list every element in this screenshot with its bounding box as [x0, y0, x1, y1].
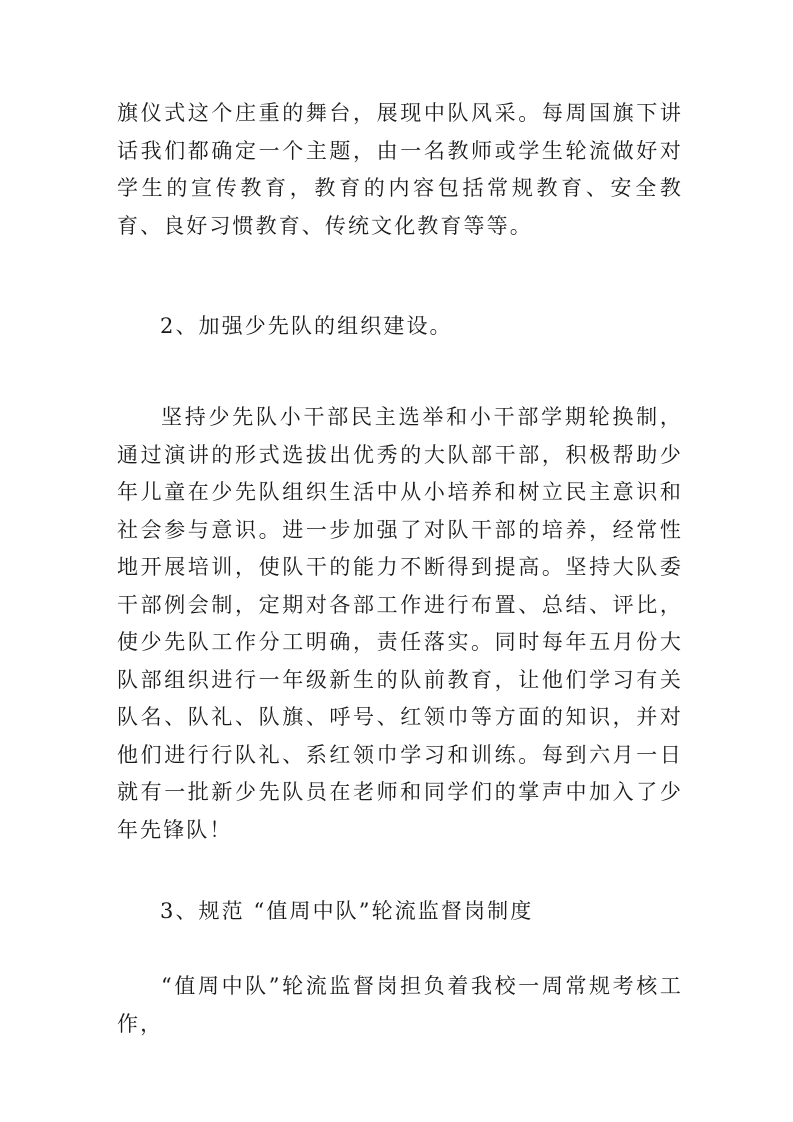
section-heading-duty-squadron: 3、规范 “值周中队”轮流监督岗制度: [160, 899, 534, 923]
paragraph-organization-building: 坚持少先队小干部民主选举和小干部学期轮换制，通过演讲的形式选拔出优秀的大队部干部，积极帮助少年儿童在少先队组织生活中从小培养和树立民主意识和社会参与意识。进一步加强了对队干部的培养，经常性地开展培训，使队干的能力不断得到提高。坚持大队委干部例会制，定期对各部工作进行布置、总结、评比，使少先队工作分工明确，责任落实。同时每年五月份大队部组织进行一年级新生的队前教育，让他们学习有关队名、队礼、队旗、呼号、红领巾等方面的知识，并对他们进行行队礼、系红领巾学习和训练。每到六月一日就有一批新少先队员在老师和同学们的掌声中加入了少年先锋队！: [117, 405, 683, 842]
paragraph-flag-ceremony: 旗仪式这个庄重的舞台，展现中队风采。每周国旗下讲话我们都确定一个主题，由一名教师或学生轮流做好对学生的宣传教育，教育的内容包括常规教育、安全教育、良好习惯教育、传统文化教育等等。: [117, 101, 683, 238]
paragraph-duty-squadron: “值周中队”轮流监督岗担负着我校一周常规考核工作，: [117, 974, 683, 1036]
section-heading-organization: 2、加强少先队的组织建设。: [160, 314, 453, 338]
